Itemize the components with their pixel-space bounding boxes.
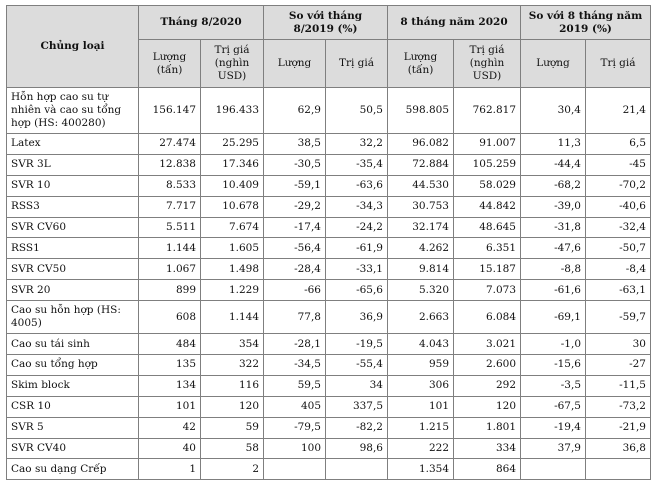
row-cell: 222 [388,438,454,459]
row-category: SVR 3L [7,154,139,175]
row-cell: 62,9 [264,88,326,134]
row-cell: 21,4 [586,88,651,134]
row-cell: 1.144 [201,301,264,334]
row-cell: 50,5 [326,88,388,134]
table-row [7,280,651,301]
row-cell: 5.511 [139,217,201,238]
row-category: SVR 5 [7,417,139,438]
row-category: RSS1 [7,238,139,259]
row-cell: -32,4 [586,217,651,238]
row-cell: -40,6 [586,196,651,217]
row-cell: -44,4 [521,154,586,175]
row-cell: 334 [454,438,521,459]
row-cell: 40 [139,438,201,459]
row-cell: -27 [586,355,651,376]
row-cell: 1.144 [139,238,201,259]
row-cell: -50,7 [586,238,651,259]
row-cell: 36,8 [586,438,651,459]
row-cell: 1.354 [388,459,454,480]
row-cell: 7.073 [454,280,521,301]
table-row [7,217,651,238]
row-cell: 32.174 [388,217,454,238]
row-cell: 25.295 [201,134,264,155]
row-cell: -8,8 [521,259,586,280]
row-category: Cao su tái sinh [7,334,139,355]
row-cell: 608 [139,301,201,334]
header-value-kusd: Trị giá (nghìn USD) [201,40,264,88]
row-cell: 10.409 [201,175,264,196]
row-cell: -24,2 [326,217,388,238]
row-cell: -19,5 [326,334,388,355]
row-cell: 10.678 [201,196,264,217]
row-category: Latex [7,134,139,155]
row-cell: 17.346 [201,154,264,175]
row-cell: -34,3 [326,196,388,217]
header-vs-8months-2019: So với 8 tháng năm 2019 (%) [521,6,651,40]
table-row [7,134,651,155]
row-cell: -63,6 [326,175,388,196]
row-cell: -11,5 [586,375,651,396]
row-cell: -47,6 [521,238,586,259]
row-category: CSR 10 [7,396,139,417]
row-cell: -31,8 [521,217,586,238]
row-cell: 292 [454,375,521,396]
row-category: Hỗn hợp cao su tự nhiên và cao su tổng hợp (HS: 400280) [7,88,139,134]
row-cell: 5.320 [388,280,454,301]
row-cell: -39,0 [521,196,586,217]
row-cell: 6.084 [454,301,521,334]
header-value: Trị giá [326,40,388,88]
row-cell [521,459,586,480]
row-cell: 7.717 [139,196,201,217]
row-cell: 864 [454,459,521,480]
row-cell: -61,9 [326,238,388,259]
row-cell: -8,4 [586,259,651,280]
row-cell: -61,6 [521,280,586,301]
row-cell: 38,5 [264,134,326,155]
row-cell: 98,6 [326,438,388,459]
row-cell: 3.021 [454,334,521,355]
row-cell: 30,4 [521,88,586,134]
row-cell: 44.530 [388,175,454,196]
header-volume-ton: Lượng (tấn) [139,40,201,88]
row-cell: 34 [326,375,388,396]
row-cell: 135 [139,355,201,376]
row-cell: 1.605 [201,238,264,259]
row-cell: -69,1 [521,301,586,334]
row-cell: -68,2 [521,175,586,196]
row-cell: 91.007 [454,134,521,155]
row-cell: -29,2 [264,196,326,217]
header-volume-ton: Lượng (tấn) [388,40,454,88]
row-cell: -28,1 [264,334,326,355]
row-cell: 105.259 [454,154,521,175]
row-cell: -3,5 [521,375,586,396]
row-category: SVR CV60 [7,217,139,238]
table-row [7,238,651,259]
row-cell: 9.814 [388,259,454,280]
header-vs-month-2019: So với tháng 8/2019 (%) [264,6,388,40]
row-cell: 6.351 [454,238,521,259]
header-8months-2020: 8 tháng năm 2020 [388,6,521,40]
row-cell: 1.229 [201,280,264,301]
row-cell: 1 [139,459,201,480]
row-cell: 44.842 [454,196,521,217]
row-cell: -45 [586,154,651,175]
rubber-export-table [6,5,651,480]
row-cell: -73,2 [586,396,651,417]
header-volume: Lượng [264,40,326,88]
row-cell: 58 [201,438,264,459]
header-category: Chủng loại [7,6,139,88]
row-cell: 72.884 [388,154,454,175]
row-cell: 36,9 [326,301,388,334]
row-cell: -33,1 [326,259,388,280]
row-cell: 156.147 [139,88,201,134]
row-cell: -28,4 [264,259,326,280]
row-cell: 48.645 [454,217,521,238]
table-header [7,6,651,88]
row-cell: 77,8 [264,301,326,334]
row-cell: 322 [201,355,264,376]
row-cell [264,459,326,480]
row-cell: 116 [201,375,264,396]
table-row [7,417,651,438]
table-row [7,334,651,355]
row-cell: -35,4 [326,154,388,175]
table-row [7,375,651,396]
row-cell: 96.082 [388,134,454,155]
row-cell: 6,5 [586,134,651,155]
row-cell: -70,2 [586,175,651,196]
row-category: Cao su tổng hợp [7,355,139,376]
row-cell: 405 [264,396,326,417]
header-value: Trị giá [586,40,651,88]
row-cell: -82,2 [326,417,388,438]
row-category: SVR 10 [7,175,139,196]
row-cell: 101 [388,396,454,417]
row-cell: -15,6 [521,355,586,376]
row-cell: 1.801 [454,417,521,438]
row-cell: -79,5 [264,417,326,438]
row-category: Cao su hỗn hợp (HS: 4005) [7,301,139,334]
row-cell: -55,4 [326,355,388,376]
header-month-2020: Tháng 8/2020 [139,6,264,40]
row-cell: 196.433 [201,88,264,134]
row-cell: -56,4 [264,238,326,259]
row-cell: -65,6 [326,280,388,301]
row-cell: 42 [139,417,201,438]
row-cell: -19,4 [521,417,586,438]
row-cell: 100 [264,438,326,459]
row-cell: -34,5 [264,355,326,376]
row-cell: -1,0 [521,334,586,355]
row-cell: 59 [201,417,264,438]
row-cell: 354 [201,334,264,355]
row-cell: 1.498 [201,259,264,280]
row-cell: 59,5 [264,375,326,396]
row-cell: 32,2 [326,134,388,155]
table-row [7,259,651,280]
header-volume: Lượng [521,40,586,88]
table-row [7,154,651,175]
row-cell: -67,5 [521,396,586,417]
row-category: SVR CV40 [7,438,139,459]
row-cell [586,459,651,480]
row-cell: -30,5 [264,154,326,175]
table-row [7,459,651,480]
table-row [7,175,651,196]
row-cell: 120 [454,396,521,417]
row-cell: 8.533 [139,175,201,196]
row-cell: 27.474 [139,134,201,155]
row-cell: 1.215 [388,417,454,438]
row-cell: 337,5 [326,396,388,417]
row-cell: 959 [388,355,454,376]
row-cell: 598.805 [388,88,454,134]
row-cell: 2.663 [388,301,454,334]
row-cell: 2.600 [454,355,521,376]
row-cell: 1.067 [139,259,201,280]
row-cell: -63,1 [586,280,651,301]
row-cell: -59,7 [586,301,651,334]
row-cell: 15.187 [454,259,521,280]
table-row [7,355,651,376]
header-value-kusd: Trị giá (nghìn USD) [454,40,521,88]
row-cell: 4.043 [388,334,454,355]
row-category: Cao su dạng Crếp [7,459,139,480]
table-row [7,396,651,417]
row-cell: 120 [201,396,264,417]
table-row [7,301,651,334]
row-category: Skim block [7,375,139,396]
row-cell: 899 [139,280,201,301]
row-category: SVR 20 [7,280,139,301]
row-cell: 484 [139,334,201,355]
row-cell: 4.262 [388,238,454,259]
row-cell [326,459,388,480]
row-cell: -17,4 [264,217,326,238]
row-cell: 762.817 [454,88,521,134]
table-body [7,88,651,480]
row-cell: 30.753 [388,196,454,217]
row-cell: 37,9 [521,438,586,459]
table-row [7,88,651,134]
row-cell: 306 [388,375,454,396]
row-category: SVR CV50 [7,259,139,280]
row-cell: 58.029 [454,175,521,196]
row-cell: -21,9 [586,417,651,438]
row-cell: 11,3 [521,134,586,155]
row-cell: 101 [139,396,201,417]
row-cell: -66 [264,280,326,301]
row-cell: 134 [139,375,201,396]
row-cell: 30 [586,334,651,355]
row-cell: 7.674 [201,217,264,238]
row-cell: 12.838 [139,154,201,175]
row-cell: 2 [201,459,264,480]
table-row [7,196,651,217]
row-cell: -59,1 [264,175,326,196]
row-category: RSS3 [7,196,139,217]
table-row [7,438,651,459]
